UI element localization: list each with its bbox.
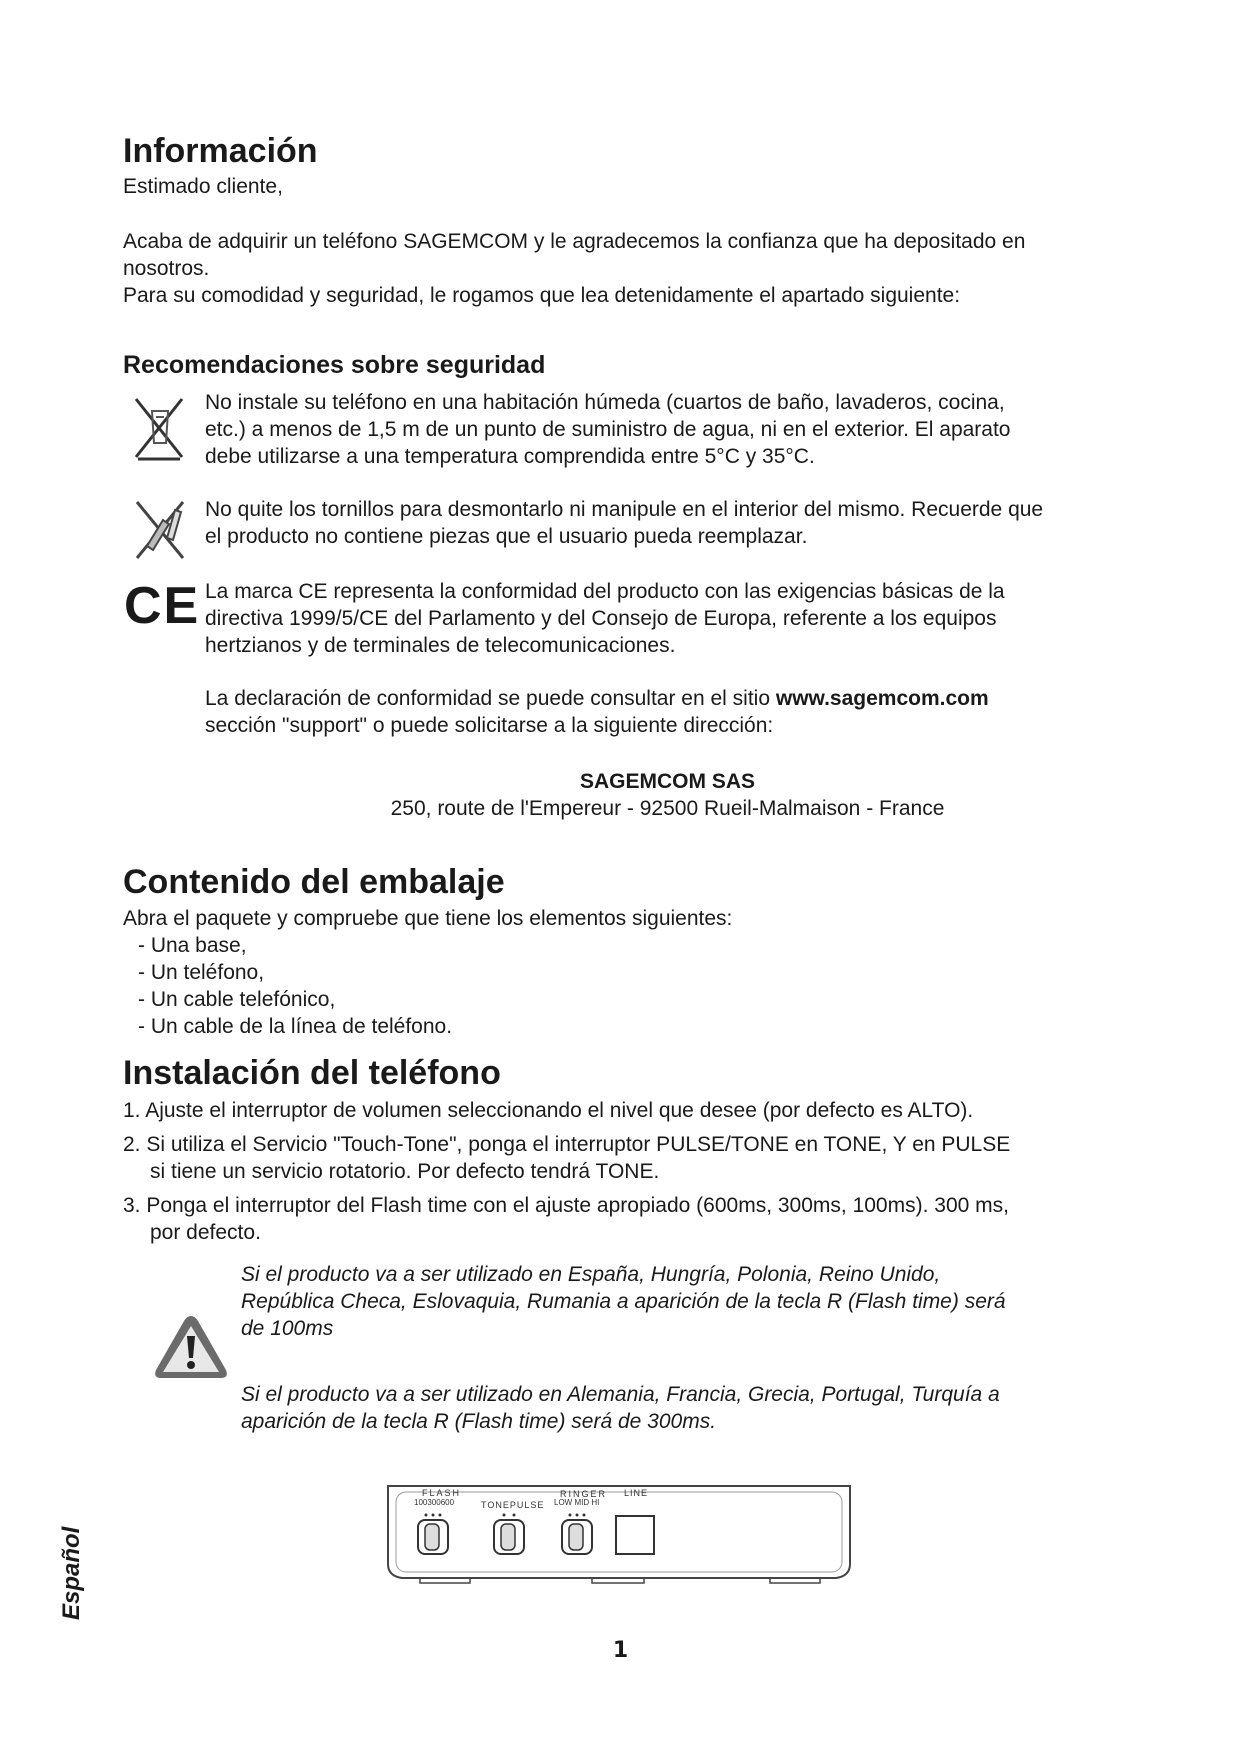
no-screwdriver-icon <box>133 498 189 562</box>
contenido-intro: Abra el paquete y compruebe que tiene los elementos siguientes: <box>123 907 733 930</box>
ce-line: La marca CE representa la conformidad del producto con las exigencias básicas de la <box>205 580 1005 603</box>
warning-text-1 <box>241 1261 1121 1342</box>
list-item: - Una base, <box>138 934 247 957</box>
step-2: 2. Si utiliza el Servicio "Touch-Tone", ponga el interruptor PULSE/TONE en TONE, Y en PULSE <box>123 1133 1011 1156</box>
heading-seguridad: Recomendaciones sobre seguridad <box>123 351 546 379</box>
intro-line: Acaba de adquirir un teléfono SAGEMCOM y le agradecemos la confianza que ha depositado en <box>123 230 1026 253</box>
step-3-cont: por defecto. <box>150 1221 261 1244</box>
step-2-cont: si tiene un servicio rotatorio. Por defecto tendrá TONE. <box>150 1160 660 1183</box>
ringer-label: RINGER <box>560 1489 608 1499</box>
contents-list <box>138 932 452 1040</box>
humidity-line: etc.) a menos de 1,5 m de un punto de suministro de agua, ni en el exterior. El aparato <box>205 418 1011 441</box>
intro-paragraph <box>123 228 1133 309</box>
line-label: LINE <box>624 1488 649 1498</box>
list-item: - Un teléfono, <box>138 961 265 984</box>
warning-line: República Checa, Eslovaquia, Rumania a aparición de la tecla R (Flash time) será <box>241 1290 1006 1313</box>
step-1: 1. Ajuste el interruptor de volumen seleccionando el nivel que desee (por defecto es ALTO). <box>123 1099 974 1122</box>
screws-line: No quite los tornillos para desmontarlo ni manipule en el interior del mismo. Recuerde que <box>205 498 1044 521</box>
declaration-paragraph <box>205 685 1130 739</box>
list-item: - Un cable telefónico, <box>138 988 336 1011</box>
ce-paragraph <box>205 578 1130 659</box>
side-language-tab: Español <box>58 1526 85 1620</box>
install-steps <box>123 1097 1133 1246</box>
warning-line: aparición de la tecla R (Flash time) será de 300ms. <box>241 1410 717 1433</box>
heading-informacion: Información <box>123 132 318 170</box>
heading-instalacion: Instalación del teléfono <box>123 1054 501 1092</box>
flash-values: 100300600 <box>414 1498 455 1507</box>
step-3: 3. Ponga el interruptor del Flash time con el ajuste apropiado (600ms, 300ms, 100ms). 300 ms, <box>123 1194 1009 1217</box>
list-item: - Un cable de la línea de teléfono. <box>138 1015 453 1038</box>
page-number: 1 <box>612 1638 629 1663</box>
warning-line: Si el producto va a ser utilizado en España, Hungría, Polonia, Reino Unido, <box>241 1263 941 1286</box>
sagemcom-link[interactable]: www.sagemcom.com <box>775 687 989 710</box>
ringer-values: LOW MID HI <box>554 1498 600 1507</box>
phone-base-diagram <box>384 1480 854 1590</box>
warning-line: de 100ms <box>241 1317 334 1340</box>
company-name: SAGEMCOM SAS <box>579 770 755 793</box>
declaration-text: La declaración de conformidad se puede consultar en el sitio <box>205 687 776 710</box>
declaration-line <box>205 685 1130 712</box>
intro-line: nosotros. <box>123 257 210 280</box>
greeting: Estimado cliente, <box>123 175 283 198</box>
ce-mark-icon: CE <box>124 577 201 635</box>
screws-warning <box>205 496 1130 550</box>
flash-label: FLASH <box>422 1488 462 1498</box>
humidity-warning <box>205 389 1130 470</box>
warning-triangle-icon <box>152 1312 230 1382</box>
no-humidity-icon <box>132 395 188 463</box>
screws-line: el producto no contiene piezas que el usuario pueda reemplazar. <box>205 525 808 548</box>
warning-line: Si el producto va a ser utilizado en Alemania, Francia, Grecia, Portugal, Turquía a <box>241 1383 1000 1406</box>
company-address: 250, route de l'Empereur - 92500 Rueil-Malmaison - France <box>390 797 945 820</box>
ce-line: directiva 1999/5/CE del Parlamento y del Consejo de Europa, referente a los equipos <box>205 607 997 630</box>
humidity-line: No instale su teléfono en una habitación húmeda (cuartos de baño, lavaderos, cocina, <box>205 391 1005 414</box>
intro-line: Para su comodidad y seguridad, le rogamos que lea detenidamente el apartado siguiente: <box>123 284 961 307</box>
tone-pulse-label: TONEPULSE <box>481 1500 545 1510</box>
humidity-line: debe utilizarse a una temperatura comprendida entre 5°C y 35°C. <box>205 445 815 468</box>
declaration-line-2: sección "support" o puede solicitarse a la siguiente dirección: <box>205 714 774 737</box>
ce-line: hertzianos y de terminales de telecomunicaciones. <box>205 634 676 657</box>
heading-contenido: Contenido del embalaje <box>123 863 505 901</box>
warning-text-2 <box>241 1381 1121 1435</box>
